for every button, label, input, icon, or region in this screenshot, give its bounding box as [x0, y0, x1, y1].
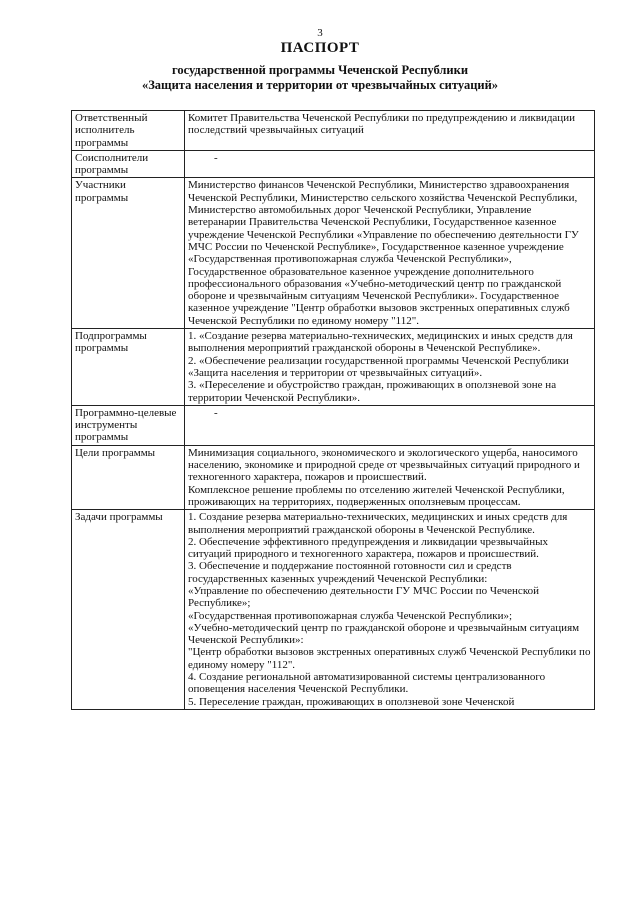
row-paragraph: 3. Обеспечение и поддержание постоянной готовности сил и средств государственных казенных учреждений Чеченской Республики: [188, 560, 512, 585]
row-paragraph: «Учебно-методический центр по гражданской обороне и чрезвычайным ситуациям Чеченской Республики»: [188, 621, 580, 647]
row-value [185, 178, 595, 329]
subtitle-line-1: государственной программы Чеченской Республики [171, 63, 469, 77]
row-value [185, 405, 595, 445]
row-value [185, 445, 595, 509]
passport-row [72, 111, 595, 151]
passport-row [72, 405, 595, 445]
row-label: Соисполнители программы [72, 150, 185, 178]
passport-row [72, 150, 595, 178]
row-label: Участники программы [72, 178, 185, 329]
document-title: ПАСПОРТ [280, 40, 360, 56]
row-label: Цели программы [72, 445, 185, 509]
row-label: Программно-целевые инструменты программы [72, 405, 185, 445]
row-paragraph: 2. «Обеспечение реализации государственной программы Чеченской Республики «Защита населения и территории от чрезвычайных ситуаций». [188, 354, 569, 379]
row-paragraph: Минимизация социального, экономического и экологического ущерба, наносимого населению, экономике и природной среде от чрезвычайных ситуаций природного и техногенного характера, пожаров и происшествий. [188, 446, 580, 484]
row-label: Подпрограммы программы [72, 329, 185, 406]
row-paragraph: «Управление по обеспечению деятельности ГУ МЧС России по Чеченской Республике»; [188, 584, 539, 610]
document-subtitle [0, 63, 640, 93]
passport-row [72, 329, 595, 406]
row-paragraph: Комитет Правительства Чеченской Республики по предупреждению и ликвидации последствий чрезвычайных ситуаций [188, 112, 575, 137]
row-label: Ответственный исполнитель программы [72, 111, 185, 151]
row-label: Задачи программы [72, 510, 185, 710]
row-paragraph: 1. Создание резерва материально-технических, медицинских и иных средств для выполнения мероприятий гражданской обороны в Чеченской Республике. [188, 511, 568, 536]
row-paragraph: 4. Создание региональной автоматизированной системы централизованного оповещения населения Чеченской Республики. [188, 671, 546, 696]
subtitle-line-2: «Защита населения и территории от чрезвычайных ситуаций» [141, 78, 499, 92]
row-value [185, 329, 595, 406]
row-paragraph: 1. «Создание резерва материально-технических, медицинских и иных средств для выполнения мероприятий гражданской обороны в Чеченской Республике». [188, 330, 573, 355]
row-paragraph: 3. «Переселение и обустройство граждан, проживающих в оползневой зоне на территории Чеченской Республики». [188, 379, 557, 404]
row-value [185, 111, 595, 151]
passport-row [72, 510, 595, 710]
row-paragraph: 2. Обеспечение эффективного предупреждения и ликвидации чрезвычайных ситуаций природного и техногенного характера, пожаров и происшествий. [188, 535, 548, 561]
page-number: 3 [317, 27, 323, 39]
row-paragraph: "Центр обработки вызовов экстренных оперативных служб Чеченской Республики по единому номеру "112". [188, 646, 591, 671]
passport-table [71, 110, 595, 710]
row-paragraph: - [214, 151, 218, 164]
row-paragraph: - [214, 406, 218, 419]
passport-table-body [72, 111, 595, 710]
row-paragraph: «Государственная противопожарная служба Чеченской Республики»; [188, 609, 513, 622]
row-value [185, 150, 595, 178]
passport-row [72, 178, 595, 329]
row-paragraph: Министерство финансов Чеченской Республики, Министерство здравоохранения Чеченской Республики, Министерство сельского хозяйства Чеченской Республики, Министерство автомобильных дорог Чеченской Республики, Управление ветеранарии Правительства Чеченской Республики, Государственное казенное учреждение Чеченской Республики «Управление по обеспечению деятельности ГУ МЧС России по Чеченской Республике», Государственное казенное учреждение «Государственная противопожарная служба Чеченской Республики», Государственное образовательное казенное учреждение дополнительного профессионального образования «Учебно-методический центр по гражданской обороне и чрезвычайным ситуациям Чеченской Республики». Государственное казенное учреждение "Центр обработки вызовов экстренных оперативных служб Чеченской Республики по единому номеру "112". [188, 179, 579, 327]
row-value [185, 510, 595, 710]
row-paragraph: Комплексное решение проблемы по отселению жителей Чеченской Республики, проживающих на территориях, подверженных оползневым процессам. [188, 483, 565, 508]
passport-row [72, 445, 595, 509]
row-paragraph: 5. Переселение граждан, проживающих в оползневой зоне Чеченской [188, 695, 515, 708]
